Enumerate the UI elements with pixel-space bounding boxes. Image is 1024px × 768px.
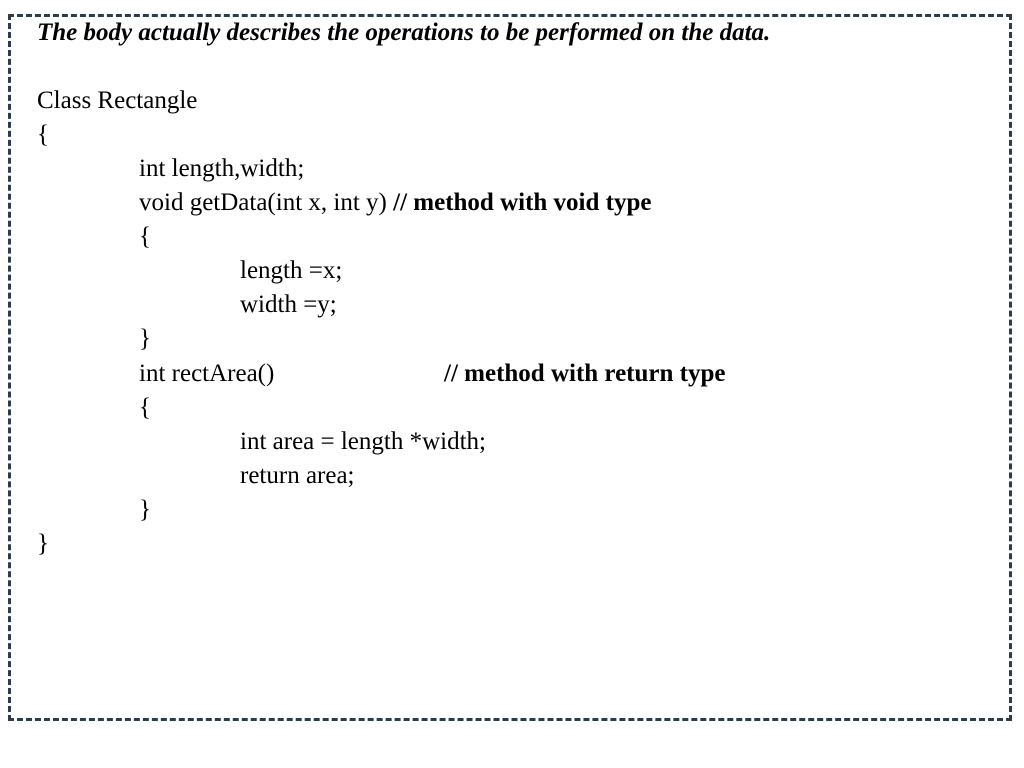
method-rectarea-comment: // method with return type [444,360,726,387]
field-declaration: int length,width; [139,155,305,182]
method-getdata-signature: void getData(int x, int y) [139,189,394,216]
method-getdata-close-brace: } [139,325,151,352]
method-rectarea-close-brace: } [139,496,151,523]
method-rectarea-body-line-1: int area = length *width; [240,428,486,455]
heading-text: The body actually describes the operations to be performed on the data. [37,19,771,46]
method-rectarea-body-line-2: return area; [240,462,355,489]
method-getdata-comment: // method with void type [393,189,652,216]
class-close-brace: } [37,530,49,557]
class-declaration: Class Rectangle [37,87,198,114]
method-rectarea-open-brace: { [139,394,151,421]
class-open-brace: { [37,121,49,148]
method-getdata-body-line-1: length =x; [240,257,343,284]
method-rectarea-signature: int rectArea() [139,360,275,387]
method-getdata-body-line-2: width =y; [240,291,337,318]
method-getdata-line [139,188,651,218]
method-getdata-open-brace: { [139,223,151,250]
